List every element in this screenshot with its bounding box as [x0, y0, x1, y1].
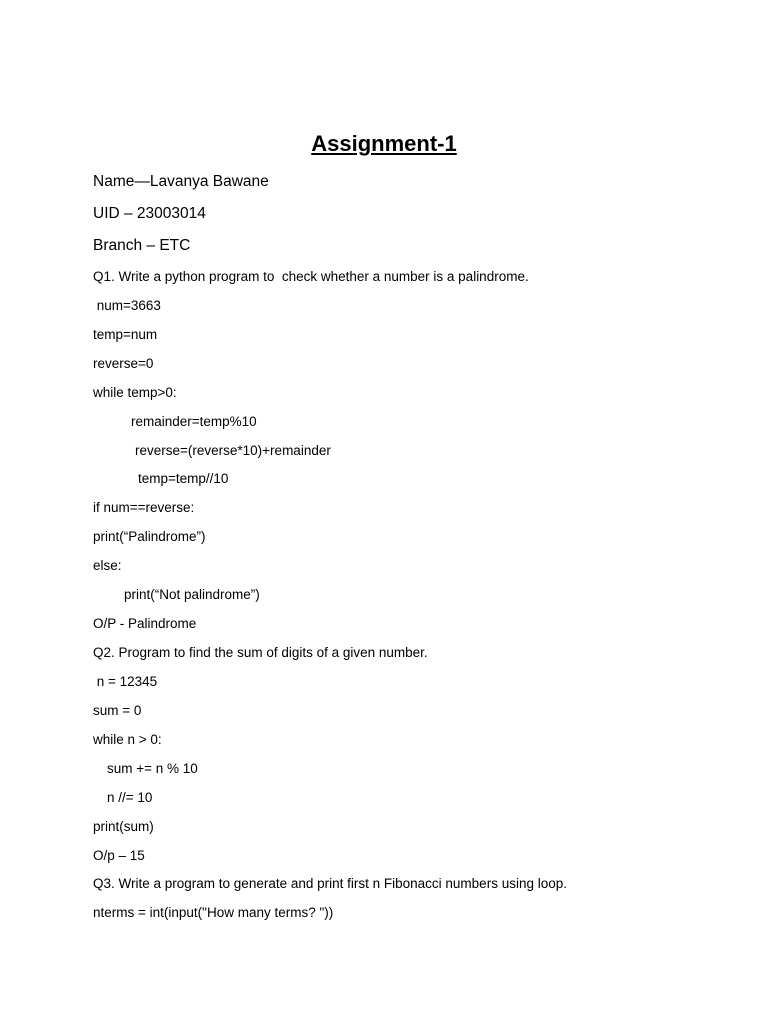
q2-code-line: n //= 10	[107, 790, 153, 805]
q1-code-line: temp=num	[93, 327, 158, 342]
q2-code-line: sum = 0	[93, 703, 142, 718]
q2-code-line: print(sum)	[93, 819, 154, 834]
q1-code-line: reverse=0	[93, 356, 154, 371]
q1-code-line: reverse=(reverse*10)+remainder	[135, 443, 331, 458]
q1-code-line: num=3663	[93, 298, 161, 313]
q1-code-line: print(“Not palindrome”)	[124, 587, 260, 602]
q1-output: O/P - Palindrome	[93, 616, 197, 631]
q2-code-line: while n > 0:	[93, 732, 162, 747]
question-3: Q3. Write a program to generate and print first n Fibonacci numbers using loop.	[93, 876, 567, 891]
document-title: Assignment-1	[311, 131, 457, 156]
q1-code-line: print(“Palindrome”)	[93, 529, 206, 544]
q1-code-line: temp=temp//10	[138, 471, 229, 486]
student-uid: UID – 23003014	[93, 205, 206, 222]
student-name: Name—Lavanya Bawane	[93, 173, 269, 190]
q2-output: O/p – 15	[93, 848, 145, 863]
q2-code-line: n = 12345	[93, 674, 158, 689]
question-1: Q1. Write a python program to check whether a number is a palindrome.	[93, 269, 529, 284]
q1-code-line: else:	[93, 558, 122, 573]
q1-code-line: if num==reverse:	[93, 500, 195, 515]
student-branch: Branch – ETC	[93, 237, 191, 254]
q2-code-line: sum += n % 10	[107, 761, 198, 776]
q1-code-line: remainder=temp%10	[131, 414, 257, 429]
q1-code-line: while temp>0:	[93, 385, 177, 400]
question-2: Q2. Program to find the sum of digits of a given number.	[93, 645, 428, 660]
q3-code-line: nterms = int(input("How many terms? "))	[93, 905, 334, 920]
